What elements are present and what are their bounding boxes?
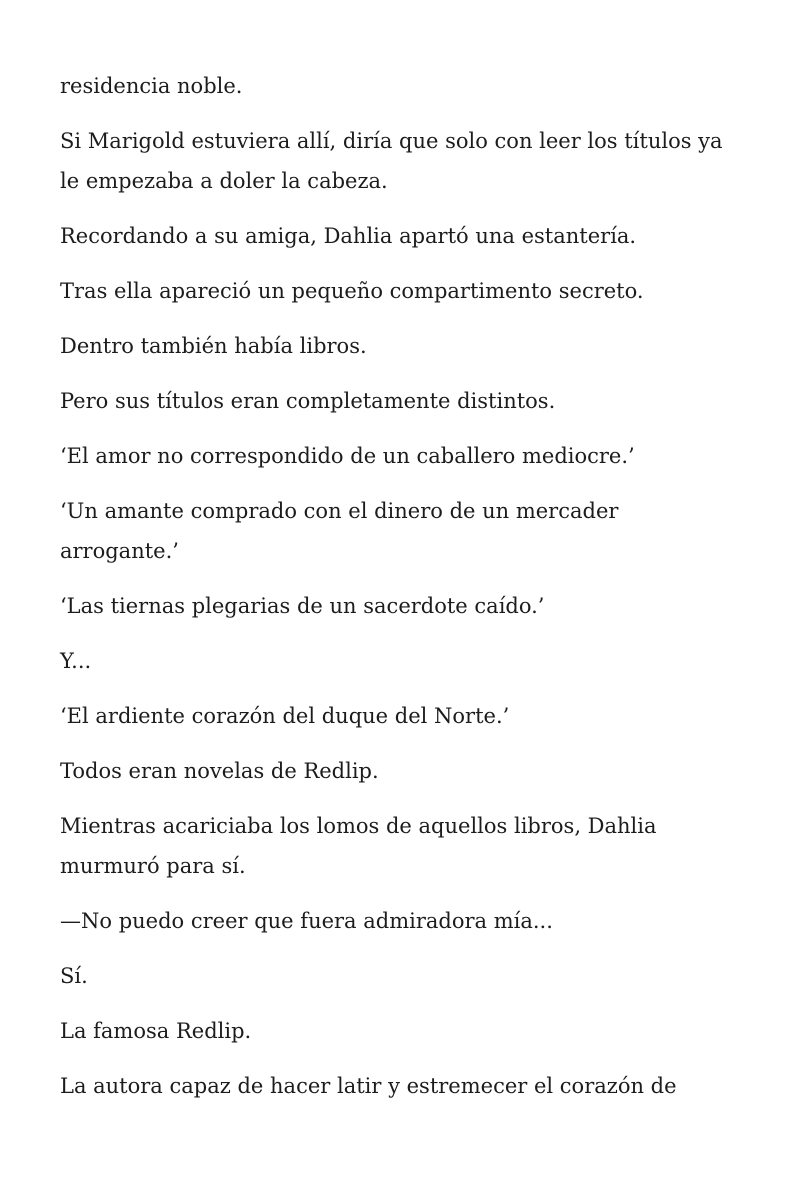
paragraph: —No puedo creer que fuera admiradora mía... bbox=[60, 909, 553, 933]
paragraph: ‘Las tiernas plegarias de un sacerdote caído.’ bbox=[60, 594, 545, 618]
paragraph: Tras ella apareció un pequeño compartimento secreto. bbox=[60, 279, 644, 303]
paragraph: Sí. bbox=[60, 964, 88, 988]
paragraph: Y... bbox=[60, 649, 92, 673]
paragraph: Todos eran novelas de Redlip. bbox=[60, 759, 379, 783]
paragraph: ‘Un amante comprado con el dinero de un mercader arrogante.’ bbox=[60, 499, 619, 563]
paragraph: Recordando a su amiga, Dahlia apartó una estantería. bbox=[60, 224, 637, 248]
paragraph: Mientras acariciaba los lomos de aquellos libros, Dahlia murmuró para sí. bbox=[60, 814, 657, 878]
paragraph: Si Marigold estuviera allí, diría que solo con leer los títulos ya le empezaba a doler la cabeza. bbox=[60, 129, 723, 193]
paragraph: La autora capaz de hacer latir y estremecer el corazón de bbox=[60, 1074, 677, 1098]
paragraph: ‘El amor no correspondido de un caballero mediocre.’ bbox=[60, 444, 635, 468]
paragraph: Pero sus títulos eran completamente distintos. bbox=[60, 389, 556, 413]
paragraph: Dentro también había libros. bbox=[60, 334, 367, 358]
paragraph: La famosa Redlip. bbox=[60, 1019, 252, 1043]
paragraph: residencia noble. bbox=[60, 74, 243, 98]
reading-page bbox=[60, 66, 740, 1121]
paragraph: ‘El ardiente corazón del duque del Norte.’ bbox=[60, 704, 510, 728]
